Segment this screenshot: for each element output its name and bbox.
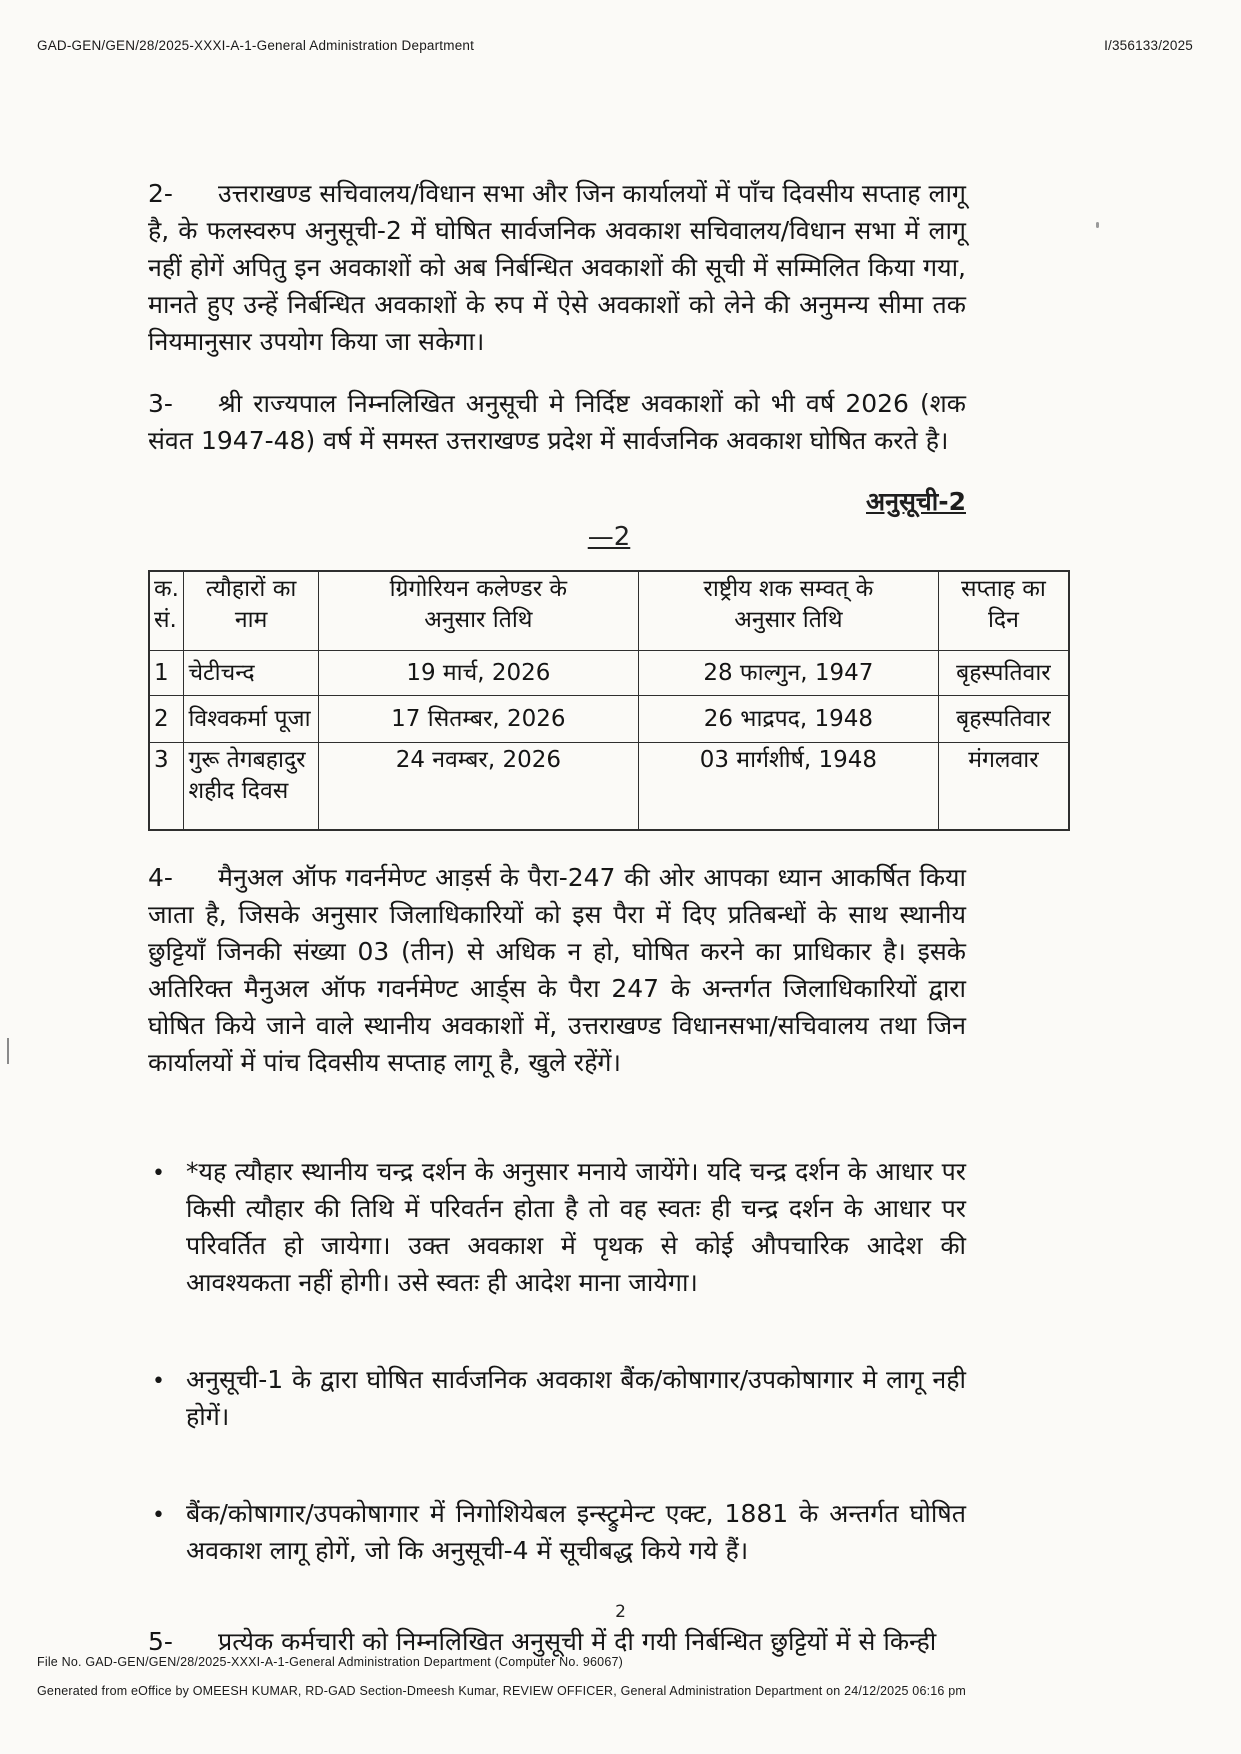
note-item-schedule1-banks: • अनुसूची-1 के द्वारा घोषित सार्वजनिक अवकाश बैंक/कोषागार/उपकोषागार मे लागू नही होगें। — [186, 1361, 966, 1435]
paragraph-2 — [148, 175, 966, 360]
paragraph-4-text: मैनुअल ऑफ गवर्नमेण्ट आड़र्स के पैरा-247 की ओर आपका ध्यान आकर्षित किया जाता है, जिसके अनुसार जिलाधिकारियों को इस पैरा में दिए प्रतिबन्धों के साथ स्थानीय छुट्टियाँ जिनकी संख्या 03 (तीन) से अधिक न हो, घोषित करने का प्राधिकार है। इसके अतिरिक्त मैनुअल ऑफ गवर्नमेण्ट आर्ड्स के पैरा 247 के अन्तर्गत जिलाधिकारियों द्वारा घोषित किये जाने वाले स्थानीय अवकाशों में, उत्तराखण्ड विधानसभा/सचिवालय तथा जिन कार्यालयों में पांच दिवसीय सप्ताह लागू है, खुले रहेंगें। — [148, 863, 966, 1077]
scan-artifact-speck — [1096, 222, 1099, 228]
document-body — [148, 150, 1070, 1685]
paragraph-2-number: 2- — [148, 179, 173, 208]
cell-festival-name: विश्वकर्मा पूजा — [184, 696, 318, 743]
holiday-schedule-table — [148, 570, 1070, 831]
paragraph-3-text: श्री राज्यपाल निम्नलिखित अनुसूची मे निर्दिष्ट अवकाशों को भी वर्ष 2026 (शक संवत 1947-48) वर्ष में समस्त उत्तराखण्ड प्रदेश में सार्वजनिक अवकाश घोषित करते है। — [148, 389, 966, 455]
note-item-negotiable-instruments-act: • बैंक/कोषागार/उपकोषागार में निगोशियेबल इन्स्ट्रुमेन्ट एक्ट, 1881 के अन्तर्गत घोषित अवकाश लागू होगें, जो कि अनुसूची-4 में सूचीबद्ध किये गये हैं। — [186, 1495, 966, 1569]
paragraph-4 — [148, 859, 966, 1081]
note-item-lunar-festivals: • *यह त्यौहार स्थानीय चन्द्र दर्शन के अनुसार मनाये जायेंगे। यदि चन्द्र दर्शन के आधार पर किसी त्यौहार की तिथि में परिवर्तन होता है तो वह स्वतः ही चन्द्र दर्शन के आधार पर परिवर्तित हो जायेगा। उक्त अवकाश में पृथक से कोई औपचारिक आदेश की आवश्यकता नहीं होगी। उसे स्वतः ही आदेश माना जायेगा। — [186, 1153, 966, 1301]
cell-weekday: बृहस्पतिवार — [938, 696, 1069, 743]
cell-saka-date: 03 मार्गशीर्ष, 1948 — [638, 743, 938, 831]
cell-weekday: बृहस्पतिवार — [938, 651, 1069, 696]
paragraph-2-text: उत्तराखण्ड सचिवालय/विधान सभा और जिन कार्यालयों में पाँच दिवसीय सप्ताह लागू है, के फलस्वरुप अनुसूची-2 में घोषित सार्वजनिक अवकाश सचिवालय/विधान सभा में लागू नहीं होगें अपितु इन अवकाशों को अब निर्बन्धित अवकाशों की सूची में सम्मिलित किया गया, मानते हुए उन्हें निर्बन्धित अवकाशों के रुप में ऐसे अवकाशों को लेने की अनुमन्य सीमा तक नियमानुसार उपयोग किया जा सकेगा। — [148, 179, 966, 356]
table-row — [149, 696, 1069, 743]
paragraph-5-text: प्रत्येक कर्मचारी को निम्नलिखित अनुसूची में दी गयी निर्बन्धित छुट्टियों में से किन्ही — [218, 1627, 937, 1656]
schedule-2-heading — [148, 484, 966, 518]
column-header-weekday: सप्ताह का दिन — [938, 571, 1069, 651]
footer-generated-by: Generated from eOffice by OMEESH KUMAR, RD-GAD Section-Dmeesh Kumar, REVIEW OFFICER, General Administration Department on 24/12/2025 06:16 pm — [37, 1684, 967, 1698]
cell-gregorian-date: 17 सितम्बर, 2026 — [318, 696, 638, 743]
cell-serial: 2 — [149, 696, 184, 743]
file-reference-number: GAD-GEN/GEN/28/2025-XXXI-A-1-General Administration Department — [37, 38, 475, 53]
document-header — [37, 38, 1193, 53]
paragraph-3 — [148, 385, 966, 459]
cell-festival-name: गुरू तेगबहादुर शहीद दिवस — [184, 743, 318, 831]
column-header-serial: क. सं. — [149, 571, 184, 651]
notes-bullet-list — [148, 1153, 966, 1569]
cell-festival-name: चेटीचन्द — [184, 651, 318, 696]
receipt-number: I/356133/2025 — [1104, 38, 1193, 53]
scan-artifact-mark — [7, 1038, 9, 1064]
continuation-page-marker — [148, 522, 1070, 552]
paragraph-3-number: 3- — [148, 389, 173, 418]
cell-serial: 3 — [149, 743, 184, 831]
paragraph-5-number: 5- — [148, 1627, 173, 1656]
continuation-page-marker-text: —2 — [587, 522, 631, 552]
cell-gregorian-date: 19 मार्च, 2026 — [318, 651, 638, 696]
table-row — [149, 651, 1069, 696]
cell-weekday: मंगलवार — [938, 743, 1069, 831]
cell-saka-date: 26 भाद्रपद, 1948 — [638, 696, 938, 743]
column-header-saka-date: राष्ट्रीय शक सम्वत् के अनुसार तिथि — [638, 571, 938, 651]
paragraph-4-number: 4- — [148, 863, 173, 892]
document-footer — [37, 1648, 1211, 1706]
footer-file-number: File No. GAD-GEN/GEN/28/2025-XXXI-A-1-General Administration Department (Computer No. 96067) — [37, 1655, 623, 1669]
table-row — [149, 743, 1069, 831]
column-header-gregorian-date: ग्रिगोरियन कलेण्डर के अनुसार तिथि — [318, 571, 638, 651]
column-header-festival-name: त्यौहारों का नाम — [184, 571, 318, 651]
cell-saka-date: 28 फाल्गुन, 1947 — [638, 651, 938, 696]
table-header-row — [149, 571, 1069, 651]
schedule-2-heading-text: अनुसूची-2 — [866, 487, 966, 516]
cell-gregorian-date: 24 नवम्बर, 2026 — [318, 743, 638, 831]
page-number: 2 — [615, 1602, 626, 1622]
cell-serial: 1 — [149, 651, 184, 696]
